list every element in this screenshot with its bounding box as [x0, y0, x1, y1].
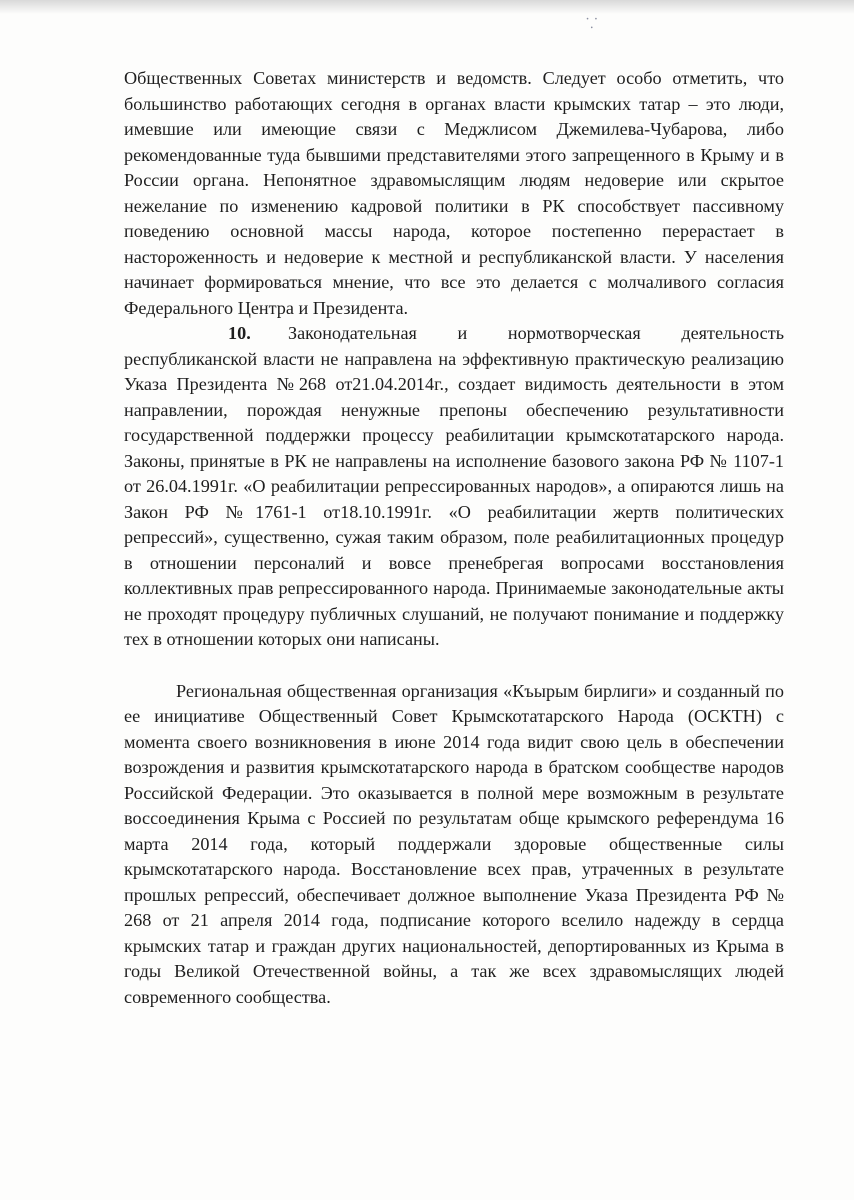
- scan-speck-mark: ⸪: [586, 17, 598, 32]
- list-item-10: [124, 321, 784, 653]
- paragraph-continuation: Общественных Советах министерств и ведомств. Следует особо отметить, что большинство работающих сегодня в органах власти крымских татар – это люди, имевшие или имеющие связи с Меджлисом Джемилева-Чубарова, либо рекомендованные туда бывшими представителями этого запрещенного в Крыму и в России органа. Непонятное здравомыслящим людям недоверие или скрытое нежелание по изменению кадровой политики в РК способствует пассивному поведению основной массы народа, которое постепенно перерастает в настороженность и недоверие к местной и республиканской власти. У населения начинает формироваться мнение, что все это делается с молчаливого согласия Федерального Центра и Президента.: [124, 68, 784, 318]
- paragraph-organization: Региональная общественная организация «Къырым бирлиги» и созданный по ее инициативе Общественный Совет Крымскотатарского Народа (ОСКТН) с момента своего возникновения в июне 2014 года видит свою цель в обеспечении возрождения и развития крымскотатарского народа в братском сообществе народов Российской Федерации. Это оказывается в полной мере возможным в результате воссоединения Крыма с Россией по результатам обще крымского референдума 16 марта 2014 года, который поддержали здоровые общественные силы крымскотатарского народа. Восстановление всех прав, утраченных в результате прошлых репрессий, обеспечивает должное выполнение Указа Президента РФ № 268 от 21 апреля 2014 года, подписание которого вселило надежду в сердца крымских татар и граждан других национальностей, депортированных из Крыма в годы Великой Отечественной войны, а так же всех здравомыслящих людей современного сообщества.: [124, 680, 784, 1007]
- scan-edge-shadow: [0, 0, 854, 14]
- list-item-number: 10.: [228, 323, 251, 343]
- paragraph-spacer: [124, 653, 784, 679]
- document-body: [124, 66, 784, 1010]
- list-item-text: Законодательная и нормотворческая деятельность республиканской власти не направлена на эффективную практическую реализацию Указа Президента №268 от21.04.2014г., создает видимость деятельности в этом направлении, порождая ненужные препоны обеспечению результативности государственной поддержки процессу реабилитации крымскотатарского народа. Законы, принятые в РК не направлены на исполнение базового закона РФ № 1107-1 от 26.04.1991г. «О реабилитации репрессированных народов», а опираются лишь на Закон РФ №1761-1 от18.10.1991г. «О реабилитации жертв политических репрессий», существенно, сужая таким образом, поле реабилитационных процедур в отношении персоналий и вовсе пренебрегая вопросами восстановления коллективных прав репрессированного народа. Принимаемые законодательные акты не проходят процедуру публичных слушаний, не получают понимание и поддержку тех в отношении которых они написаны.: [124, 323, 784, 649]
